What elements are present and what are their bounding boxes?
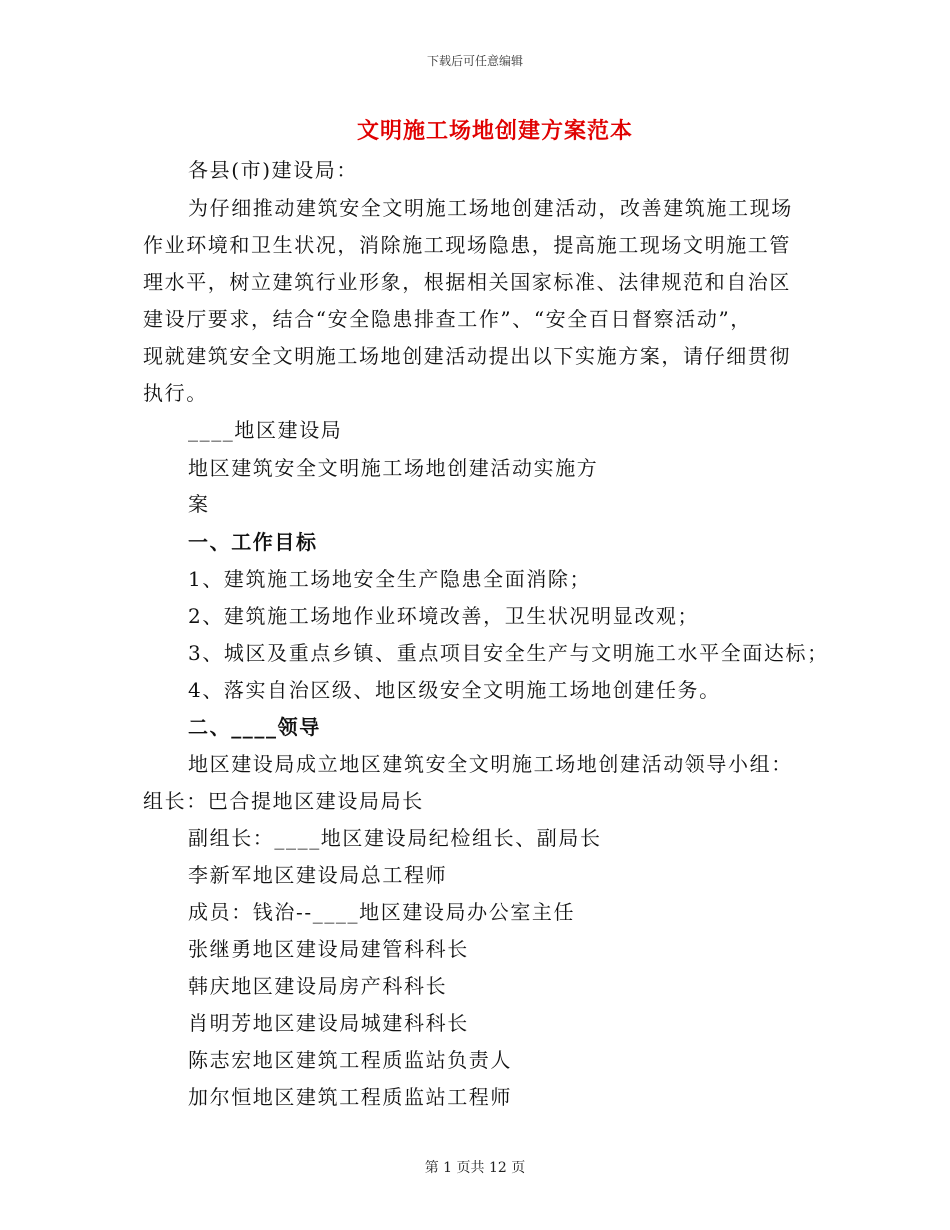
leadership-line-9: 陈志宏地区建筑工程质监站负责人 xyxy=(188,1048,512,1072)
plan-title-line-1: 地区建筑安全文明施工场地创建活动实施方 xyxy=(188,456,599,480)
leadership-line-4: 李新军地区建设局总工程师 xyxy=(188,863,448,887)
issuer-line: ____地区建设局 xyxy=(188,418,343,442)
plan-title-line-2: 案 xyxy=(188,492,210,516)
page-footer-info: 第 1 页共 12 页 xyxy=(424,1160,526,1176)
leadership-line-1: 地区建设局成立地区建筑安全文明施工场地创建活动领导小组： xyxy=(188,752,793,776)
intro-line-4: 建设厅要求，结合“安全隐患排查工作”、“安全百日督察活动”， xyxy=(143,307,752,331)
leadership-line-10: 加尔恒地区建筑工程质监站工程师 xyxy=(188,1085,512,1109)
leadership-line-7: 韩庆地区建设局房产科科长 xyxy=(188,974,448,998)
intro-line-1: 为仔细推动建筑安全文明施工场地创建活动，改善建筑施工现场 xyxy=(188,196,793,220)
goal-item-4: 4、落实自治区级、地区级安全文明施工场地创建任务。 xyxy=(188,678,721,702)
section-1-heading: 一、工作目标 xyxy=(188,530,318,554)
leadership-line-3: 副组长：____地区建设局纪检组长、副局长 xyxy=(188,826,602,850)
intro-line-6: 执行。 xyxy=(143,381,208,405)
page-header-note: 下载后可任意编辑 xyxy=(426,54,523,68)
intro-line-2: 作业环境和卫生状况，消除施工现场隐患，提高施工现场文明施工管 xyxy=(143,233,791,257)
goal-item-2: 2、建筑施工场地作业环境改善，卫生状况明显改观； xyxy=(188,604,700,628)
document-title: 文明施工场地创建方案范本 xyxy=(356,118,633,144)
leadership-line-2: 组长：巴合提地区建设局局长 xyxy=(143,789,424,813)
goal-item-1: 1、建筑施工场地安全生产隐患全面消除； xyxy=(188,567,592,591)
intro-line-5: 现就建筑安全文明施工场地创建活动提出以下实施方案，请仔细贯彻 xyxy=(143,344,791,368)
leadership-line-5: 成员：钱治--____地区建设局办公室主任 xyxy=(188,900,576,924)
section-2-heading: 二、____领导 xyxy=(188,715,321,739)
leadership-line-6: 张继勇地区建设局建管科科长 xyxy=(188,937,469,961)
intro-line-3: 理水平，树立建筑行业形象，根据相关国家标准、法律规范和自治区 xyxy=(143,270,791,294)
addressee: 各县(市)建设局： xyxy=(188,158,359,182)
leadership-line-8: 肖明芳地区建设局城建科科长 xyxy=(188,1011,469,1035)
goal-item-3: 3、城区及重点乡镇、重点项目安全生产与文明施工水平全面达标； xyxy=(188,641,829,665)
